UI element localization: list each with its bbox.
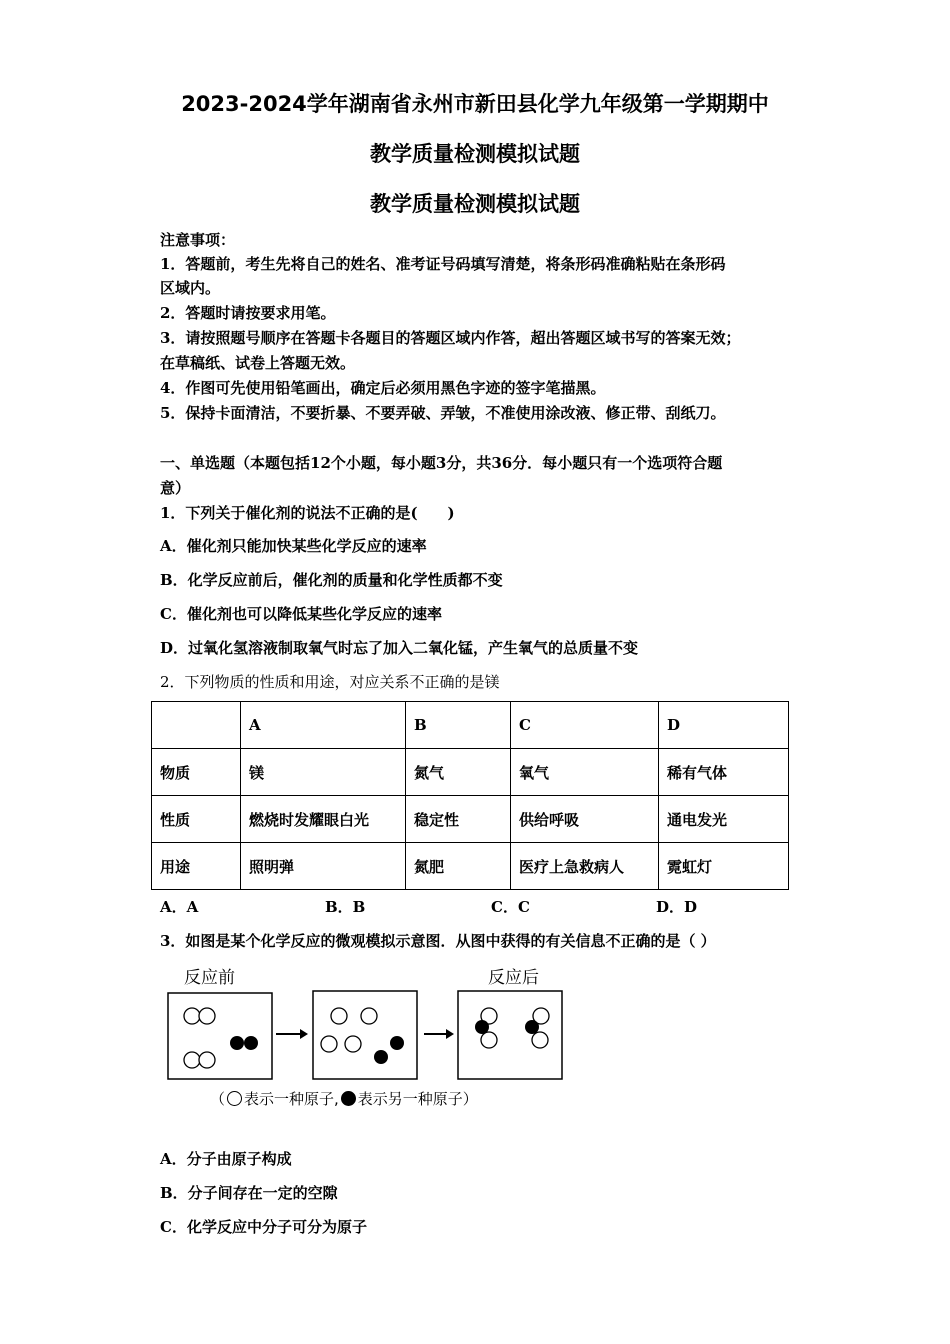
- table-cell: [152, 702, 241, 749]
- notice-heading: 注意事项：: [160, 231, 236, 249]
- q3-stem: 3．如图是某个化学反应的微观模拟示意图．从图中获得的有关信息不正确的是（ ）: [160, 932, 716, 950]
- filled-atom: [244, 1036, 258, 1050]
- table-cell: 氮肥: [406, 843, 511, 890]
- table-cell: 医疗上急救病人: [511, 843, 659, 890]
- q1-option-d: D．过氧化氢溶液制取氧气时忘了加入二氧化锰，产生氧气的总质量不变: [160, 639, 639, 657]
- open-atom: [199, 1008, 215, 1024]
- table-cell: 镁: [241, 749, 406, 796]
- legend-open-paren: （: [210, 1090, 226, 1108]
- legend-open-atom-text: 表示一种原子,: [244, 1090, 339, 1108]
- table-cell: C: [511, 702, 659, 749]
- open-atom: [532, 1032, 548, 1048]
- table-cell: A: [241, 702, 406, 749]
- table-cell: 霓虹灯: [659, 843, 789, 890]
- q3-option-b: B．分子间存在一定的空隙: [160, 1184, 338, 1202]
- legend-filled-atom-text: 表示另一种原子）: [357, 1090, 478, 1108]
- notice-item: 3．请按照题号顺序在答题卡各题目的答题区域内作答，超出答题区域书写的答案无效；: [160, 329, 741, 347]
- section-heading-cont: 意）: [160, 479, 191, 497]
- q1-option-b: B．化学反应前后，催化剂的质量和化学性质都不变: [160, 571, 503, 589]
- notice-item: 4．作图可先使用铅笔画出，确定后必须用黑色字迹的签字笔描黑。: [160, 379, 606, 397]
- q1-option-a: A．催化剂只能加快某些化学反应的速率: [160, 537, 427, 555]
- filled-atom: [525, 1020, 539, 1034]
- table-cell: D: [659, 702, 789, 749]
- table-row: [152, 796, 789, 843]
- notice-item: 在草稿纸、试卷上答题无效。: [160, 354, 356, 372]
- open-atom: [199, 1052, 215, 1068]
- open-circle-icon: [227, 1091, 242, 1106]
- arrow-head-icon: [300, 1029, 308, 1039]
- table-cell: B: [406, 702, 511, 749]
- arrow-head-icon: [446, 1029, 454, 1039]
- label-before-reaction: 反应前: [184, 968, 235, 988]
- notice-item: 1．答题前，考生先将自己的姓名、准考证号码填写清楚，将条形码准确粘贴在条形码: [160, 255, 726, 273]
- section-heading: 一、单选题（本题包括12个小题，每小题3分，共36分．每小题只有一个选项符合题: [160, 454, 723, 472]
- filled-atom: [374, 1050, 388, 1064]
- filled-atom: [230, 1036, 244, 1050]
- filled-atom: [390, 1036, 404, 1050]
- notice-item: 区域内。: [160, 279, 221, 297]
- open-atom: [361, 1008, 377, 1024]
- q3-option-c: C．化学反应中分子可分为原子: [160, 1218, 367, 1236]
- table-cell: 稀有气体: [659, 749, 789, 796]
- table-row: [152, 749, 789, 796]
- label-after-reaction: 反应后: [488, 968, 539, 988]
- open-atom: [184, 1008, 200, 1024]
- q3-option-a: A．分子由原子构成: [160, 1150, 292, 1168]
- title-line-3: 教学质量检测模拟试题: [370, 192, 580, 216]
- filled-circle-icon: [341, 1091, 356, 1106]
- q2-option-c: C．C: [491, 898, 530, 916]
- open-atom: [184, 1052, 200, 1068]
- table-cell: 稳定性: [406, 796, 511, 843]
- q2-option-a: A．A: [160, 898, 199, 916]
- diagram-legend: [210, 1088, 478, 1109]
- table-cell: 用途: [152, 843, 241, 890]
- table-cell: 照明弹: [241, 843, 406, 890]
- box-intermediate: [313, 991, 417, 1079]
- q2-option-b: B．B: [325, 898, 366, 916]
- table-row: [152, 843, 789, 890]
- table-row: [152, 702, 789, 749]
- title-line-1: 2023-2024学年湖南省永州市新田县化学九年级第一学期期中: [181, 92, 769, 116]
- q1-option-c: C．催化剂也可以降低某些化学反应的速率: [160, 605, 442, 623]
- open-atom: [321, 1036, 337, 1052]
- open-atom: [345, 1036, 361, 1052]
- table-cell: 燃烧时发耀眼白光: [241, 796, 406, 843]
- table-cell: 供给呼吸: [511, 796, 659, 843]
- q2-table: [151, 701, 789, 890]
- open-atom: [331, 1008, 347, 1024]
- table-cell: 物质: [152, 749, 241, 796]
- title-line-2: 教学质量检测模拟试题: [370, 142, 580, 166]
- notice-item: 5．保持卡面清洁，不要折暴、不要弄破、弄皱，不准使用涂改液、修正带、刮纸刀。: [160, 404, 726, 422]
- table-cell: 通电发光: [659, 796, 789, 843]
- table-cell: 性质: [152, 796, 241, 843]
- q1-stem: 1．下列关于催化剂的说法不正确的是( ): [160, 504, 455, 522]
- box-before: [168, 993, 272, 1079]
- open-atom: [481, 1032, 497, 1048]
- notice-item: 2．答题时请按要求用笔。: [160, 304, 336, 322]
- q2-stem: 2．下列物质的性质和用途，对应关系不正确的是镁: [160, 673, 500, 691]
- table-cell: 氮气: [406, 749, 511, 796]
- q2-option-d: D．D: [656, 898, 698, 916]
- reaction-diagram: [160, 985, 570, 1085]
- table-cell: 氧气: [511, 749, 659, 796]
